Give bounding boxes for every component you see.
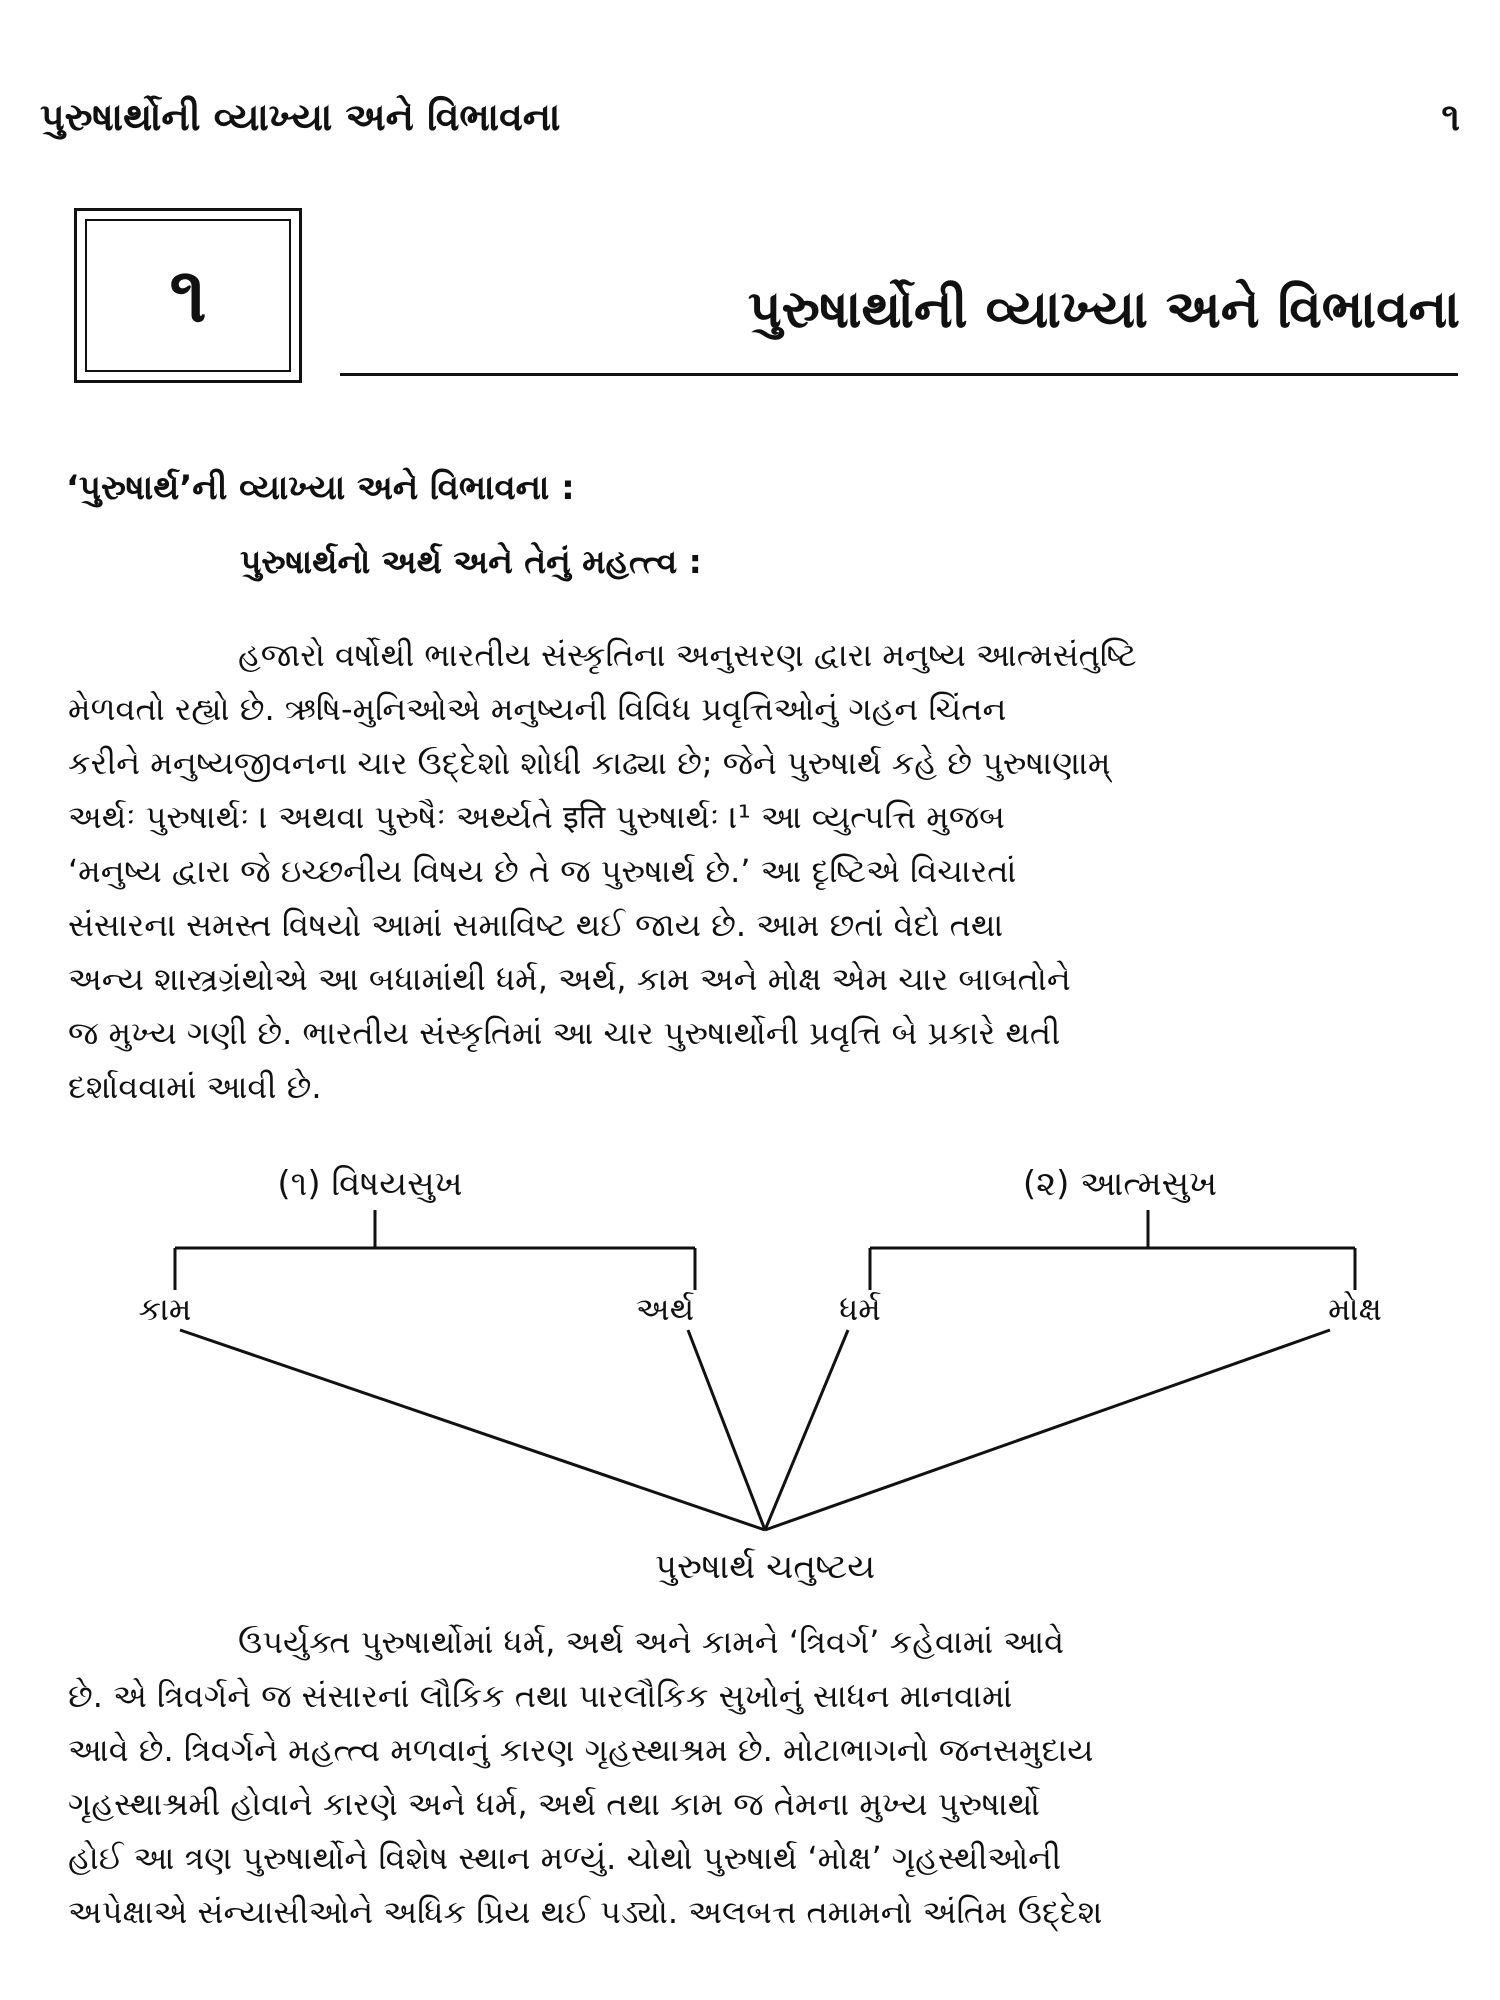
chapter-number: ૧ [85, 219, 291, 372]
paragraph-line: હજારો વર્ષોથી ભારતીય સંસ્કૃતિના અનુસરણ દ્વારા મનુષ્ય આત્મસંતુષ્ટિ [238, 636, 1137, 674]
paragraph-line: હોઈ આ ત્રણ પુરુષાર્થોને વિશેષ સ્થાન મળ્યું. ચોથો પુરુષાર્થ ‘મોક્ષ’ ગૃહસ્થીઓની [68, 1839, 1062, 1877]
paragraph-line: ઉપર્યુક્ત પુરુષાર્થોમાં ધર્મ, અર્થ અને કામને ‘ત્રિવર્ગ’ કહેવામાં આવે [238, 1623, 1065, 1661]
running-title: પુરુષાર્થોની વ્યાખ્યા અને વિભાવના [40, 95, 561, 139]
paragraph-line: છે. એ ત્રિવર્ગને જ સંસારનાં લૌકિક તથા પારલૌકિક સુખોનું સાધન માનવામાં [68, 1677, 1013, 1715]
paragraph-line: જ મુખ્ય ગણી છે. ભારતીય સંસ્કૃતિમાં આ ચાર પુરુષાર્થોની પ્રવૃત્તિ બે પ્રકારે થતી [68, 1014, 1061, 1052]
paragraph-line: દર્શાવવામાં આવી છે. [68, 1068, 322, 1106]
leaf-label-artha: અર્થ [635, 1290, 695, 1328]
chapter-title: પુરુષાર્થોની વ્યાખ્યા અને વિભાવના [747, 280, 1460, 340]
paragraph-line: મેળવતો રહ્યો છે. ઋષિ-મુનિઓએ મનુષ્યની વિવિધ પ્રવૃત્તિઓનું ગહન ચિંતન [68, 690, 1007, 728]
paragraph-1 [68, 628, 1458, 1114]
converge-line [765, 1330, 1330, 1530]
leaf-label-kama: કામ [138, 1290, 192, 1328]
paragraph-line: આવે છે. ત્રિવર્ગને મહત્ત્વ મળવાનું કારણ ગૃહસ્થાશ્રમ છે. મોટાભાગનો જનસમુદાય [68, 1731, 1094, 1769]
page-number: ૧ [1441, 95, 1460, 139]
purushartha-diagram [0, 1150, 1500, 1610]
paragraph-line: ‘મનુષ્ય દ્વારા જે ઇચ્છનીય વિષય છે તે જ પુરુષાર્થ છે.’ આ દૃષ્ટિએ વિચારતાં [68, 852, 1017, 890]
paragraph-line: ગૃહસ્થાશ્રમી હોવાને કારણે અને ધર્મ, અર્થ તથા કામ જ તેમના મુખ્ય પુરુષાર્થો [68, 1785, 1040, 1823]
converge-line [688, 1330, 765, 1530]
converge-line [765, 1330, 848, 1530]
converge-line [180, 1330, 765, 1530]
leaf-label-moksha: મોક્ષ [1328, 1290, 1382, 1328]
group-label-vishayasukh: (૧) વિષયસુખ [277, 1164, 463, 1204]
leaf-label-dharma: ધર્મ [839, 1290, 881, 1328]
chapter-number-box [74, 208, 302, 383]
paragraph-line: અન્ય શાસ્ત્રગ્રંથોએ આ બધામાંથી ધર્મ, અર્થ, કામ અને મોક્ષ એમ ચાર બાબતોને [68, 960, 1071, 998]
paragraph-line: અપેક્ષાએ સંન્યાસીઓને અધિક પ્રિય થઈ પડ્યો. અલબત્ત તમામનો અંતિમ ઉદ્દેશ [68, 1893, 1103, 1931]
paragraph-line: કરીને મનુષ્યજીવનના ચાર ઉદ્દેશો શોધી કાઢ્યા છે; જેને પુરુષાર્થ કહે છે પુરુષાણામ્ [68, 744, 1111, 782]
running-header [40, 95, 1460, 140]
paragraph-2 [68, 1615, 1458, 1939]
title-underline [340, 373, 1458, 376]
paragraph-line: અર્થઃ પુરુષાર્થઃ । અથવા પુરુષૈઃ અર્થ્યતે इति પુરુષાર્થઃ ।¹ આ વ્યુત્પત્તિ મુજબ [68, 798, 1005, 836]
section-heading: ‘પુરુષાર્થ’ની વ્યાખ્યા અને વિભાવના : [66, 468, 575, 508]
root-label: પુરુષાર્થ ચતુષ્ટય [654, 1547, 876, 1587]
group-label-atmasukh: (૨) આત્મસુખ [1022, 1164, 1218, 1204]
paragraph-line: સંસારના સમસ્ત વિષયો આમાં સમાવિષ્ટ થઈ જાય છે. આમ છતાં વેદો તથા [68, 906, 1004, 944]
sub-heading: પુરુષાર્થનો અર્થ અને તેનું મહત્ત્વ : [240, 542, 702, 581]
